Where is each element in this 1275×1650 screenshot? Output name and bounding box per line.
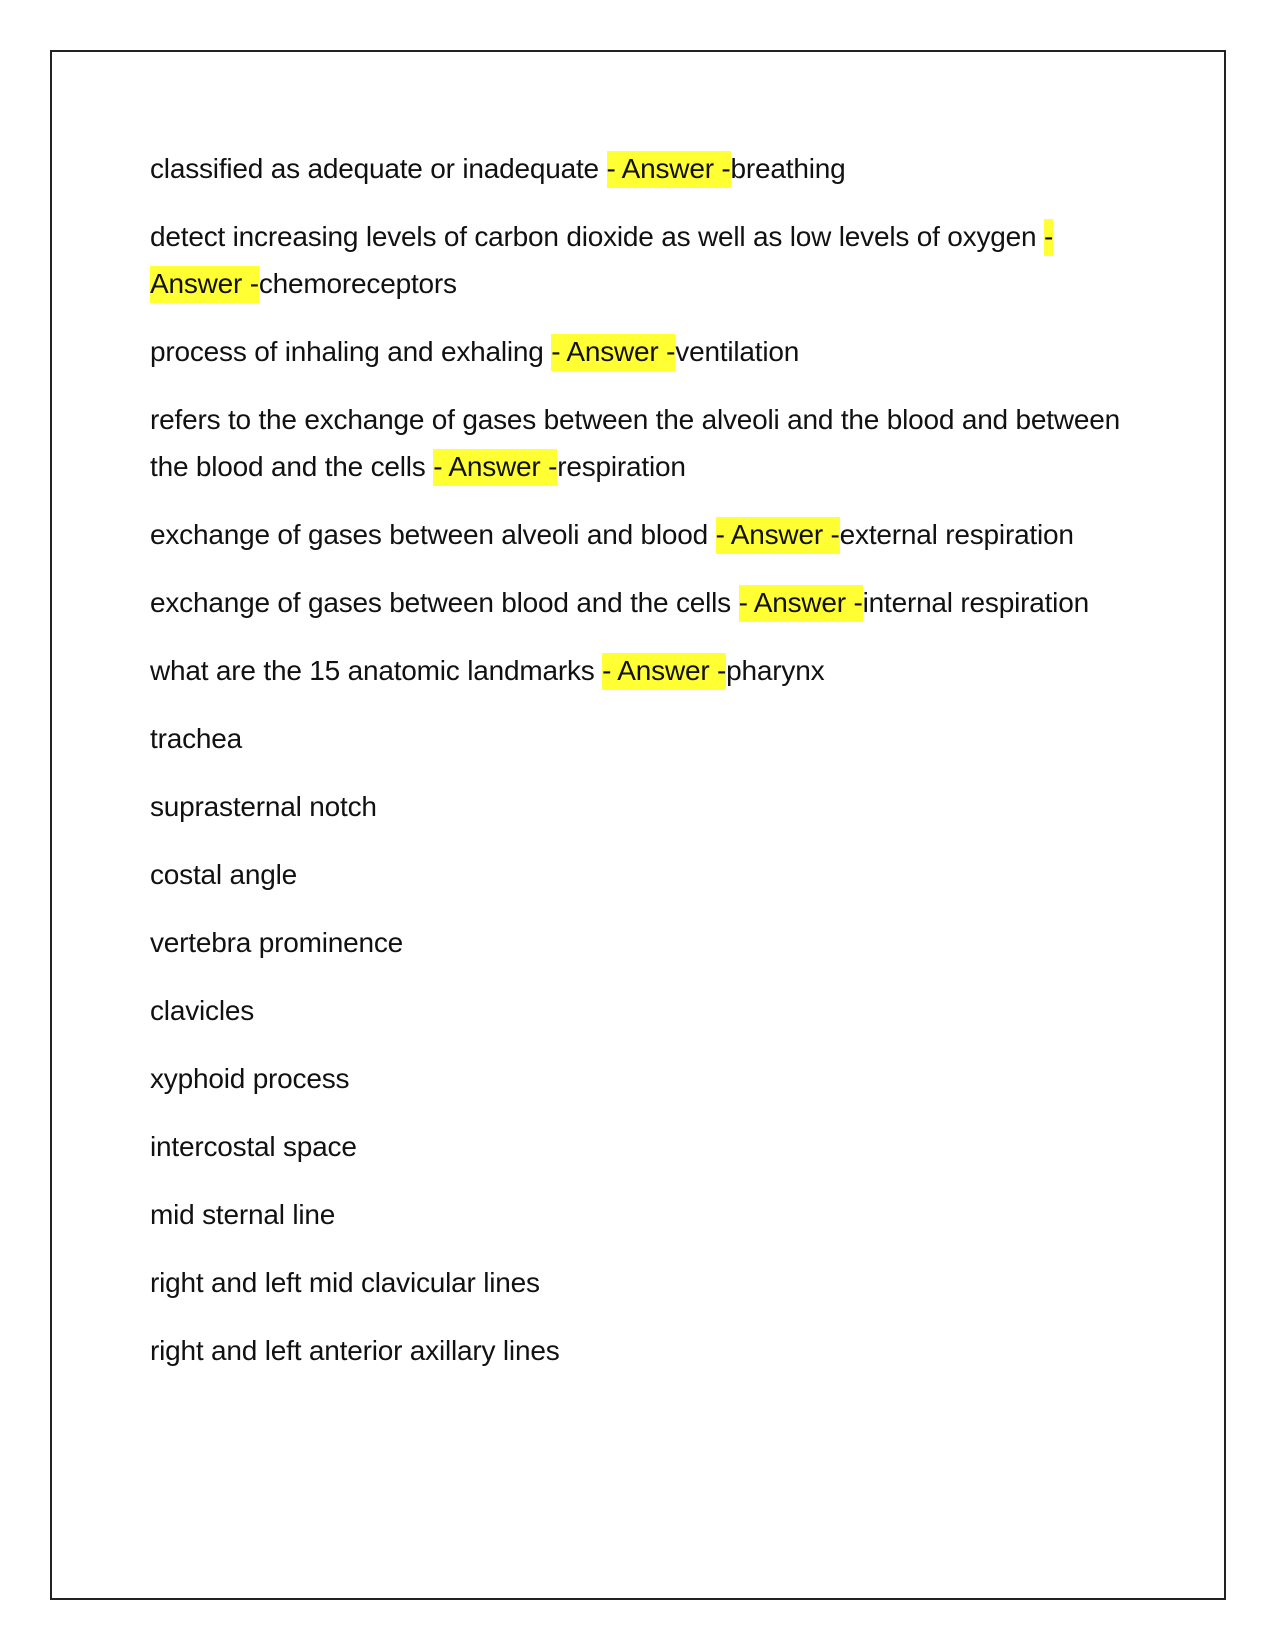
answer-text: chemoreceptors <box>258 268 457 299</box>
qa-item <box>150 328 1140 375</box>
landmark-item: xyphoid process <box>150 1063 350 1094</box>
landmark-item: trachea <box>150 723 242 754</box>
document-content <box>150 145 1140 1395</box>
answer-text: ventilation <box>675 336 800 367</box>
landmark-item: right and left anterior axillary lines <box>150 1335 560 1366</box>
answer-marker: - Answer - <box>716 517 840 554</box>
answer-text: respiration <box>557 451 686 482</box>
landmark-item: costal angle <box>150 859 298 890</box>
answer-text: internal respiration <box>862 587 1089 618</box>
landmark-item: vertebra prominence <box>150 927 403 958</box>
answer-marker: - Answer - <box>739 585 863 622</box>
answer-marker: - Answer - <box>607 151 731 188</box>
qa-item <box>150 145 1140 192</box>
answer-marker: - Answer - <box>150 219 1053 303</box>
landmark-item: right and left mid clavicular lines <box>150 1267 540 1298</box>
landmark-item: mid sternal line <box>150 1199 336 1230</box>
qa-item <box>150 579 1140 626</box>
question-text: exchange of gases between blood and the cells <box>150 587 739 618</box>
answer-text: pharynx <box>726 655 825 686</box>
qa-item <box>150 396 1140 490</box>
answer-marker: - Answer - <box>551 334 675 371</box>
qa-item <box>150 213 1140 307</box>
question-text: what are the 15 anatomic landmarks <box>150 655 603 686</box>
answer-marker: - Answer - <box>602 653 726 690</box>
landmark-item: clavicles <box>150 995 255 1026</box>
question-text: refers to the exchange of gases between the alveoli and the blood and between the blood and the cells <box>150 404 1120 482</box>
landmark-item: intercostal space <box>150 1131 357 1162</box>
question-text: process of inhaling and exhaling <box>150 336 552 367</box>
qa-item <box>150 511 1140 558</box>
question-text: detect increasing levels of carbon dioxide as well as low levels of oxygen <box>150 221 1044 252</box>
question-text: classified as adequate or inadequate <box>150 153 607 184</box>
qa-item <box>150 647 1140 694</box>
question-text: exchange of gases between alveoli and blood <box>150 519 716 550</box>
answer-text: breathing <box>730 153 846 184</box>
answer-text: external respiration <box>839 519 1074 550</box>
landmark-item: suprasternal notch <box>150 791 377 822</box>
answer-marker: - Answer - <box>433 449 557 486</box>
